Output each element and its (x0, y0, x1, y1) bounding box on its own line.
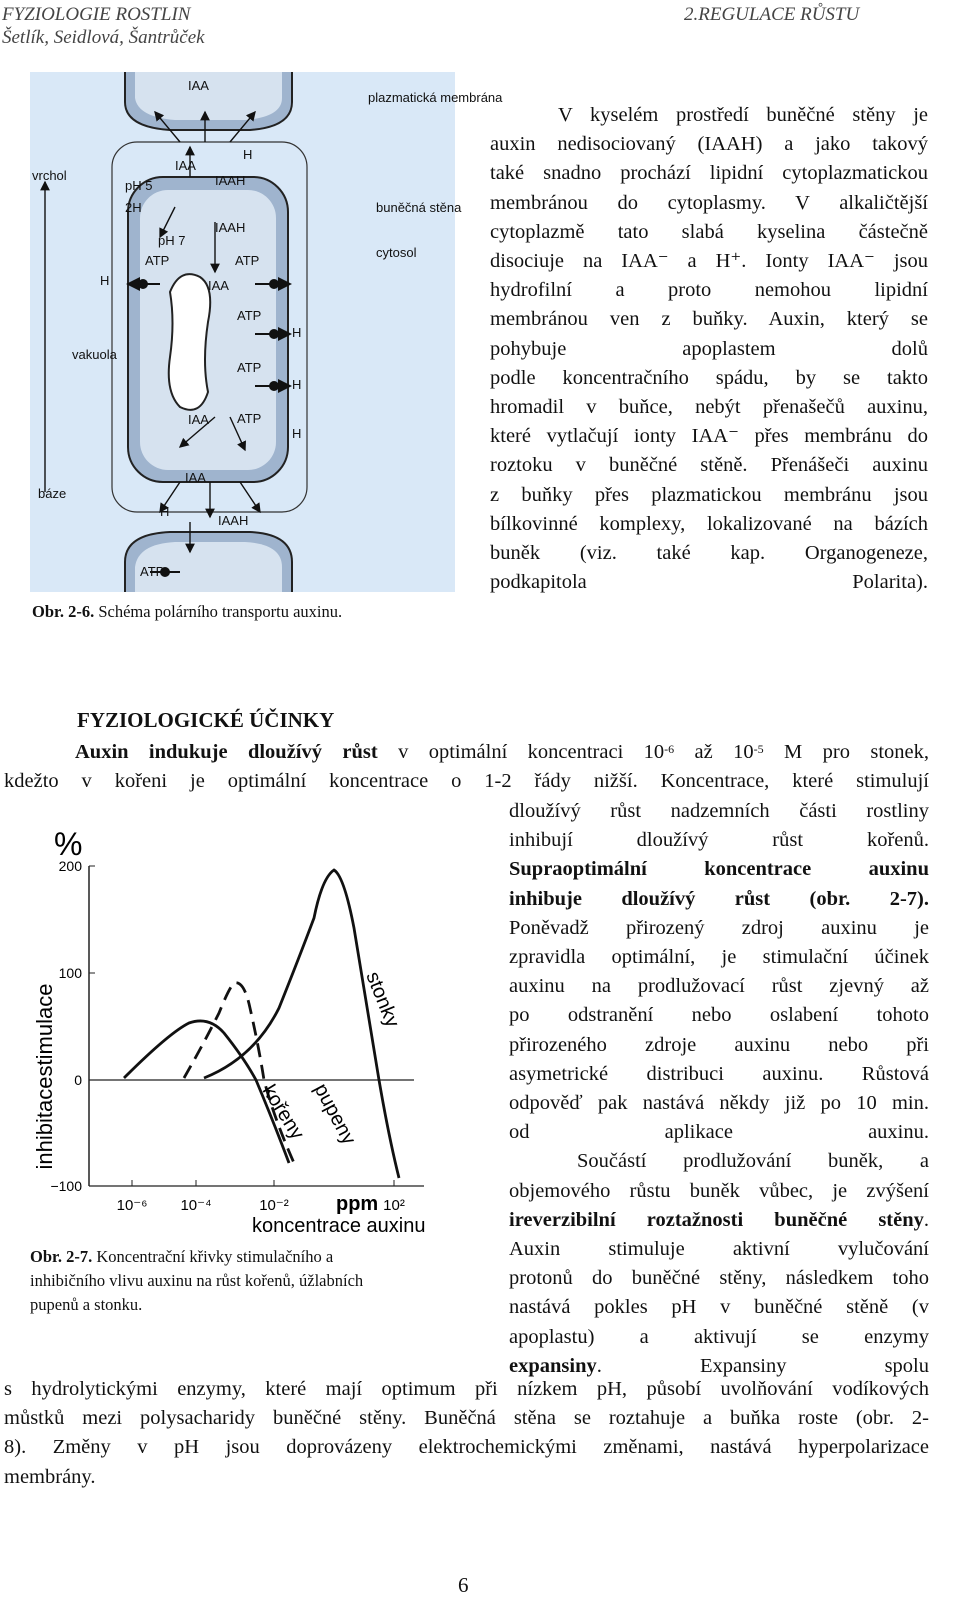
label-ph5: pH 5 (125, 178, 153, 193)
header-left-title: FYZIOLOGIE ROSTLIN (2, 4, 191, 25)
text-line: membrány. (4, 1465, 96, 1488)
y-group-stimulation: stimulace (32, 983, 57, 1077)
svg-text:IAA: IAA (175, 158, 196, 173)
svg-text:ATP: ATP (140, 564, 165, 579)
text-line: zpravidla optimální, je stimulační účinek (509, 946, 929, 969)
text-line: nastává pokles pH v buněčné stěně (v (509, 1296, 929, 1319)
svg-text:ATP: ATP (235, 253, 260, 268)
figure-auxin-curves (24, 818, 444, 1243)
text-line: dloužívý růst nadzemních části rostliny (509, 800, 929, 822)
figure1-caption: Obr. 2-6. Schéma polárního transportu auxinu. (32, 602, 343, 621)
page-number: 6 (458, 1573, 469, 1597)
x-tick-label: 10⁻⁴ (180, 1197, 212, 1214)
x-tick-label: 10² (383, 1197, 405, 1214)
svg-text:H: H (100, 273, 110, 288)
svg-text:IAA: IAA (188, 412, 209, 427)
label-ph7: pH 7 (158, 233, 186, 248)
curve-label-buds: pupeny (309, 1080, 360, 1149)
text-line: od aplikace auxinu. (509, 1121, 929, 1144)
curve-label-roots: kořeny (257, 1080, 309, 1144)
x-unit: ppm (336, 1193, 379, 1215)
x-tick-label: 10⁻² (259, 1197, 289, 1214)
section-title: FYZIOLOGICKÉ ÚČINKY (77, 708, 335, 732)
text-line: bílkovinné komplexy, lokalizované na bázích (490, 512, 928, 535)
svg-text:H: H (243, 147, 253, 162)
text-line: inhibují dloužívý růst kořenů. (509, 829, 929, 852)
text-line: auxinu na prodlužovací růst zjevný až (509, 975, 929, 998)
text-line: apoplastu) a aktivují se enzymy (509, 1325, 929, 1348)
text-line: V kyselém prostředí buněčné stěny je (558, 104, 928, 126)
text-line: hromadil v buňce, nebýt přenašečů auxinu, (490, 396, 928, 419)
x-tick-label: 10⁻⁶ (116, 1197, 148, 1214)
text-line: ireverzibilní roztažnosti buněčné stěny. (509, 1208, 929, 1231)
text-line: protonů do buněčné stěny, následkem toho (509, 1267, 929, 1290)
label-iaa-top: IAA (188, 78, 209, 93)
text-line: které vytlačují ionty IAA⁻ přes membránu do (490, 425, 928, 448)
svg-text:H: H (292, 377, 302, 392)
y-tick-label: 100 (58, 965, 82, 981)
label-vacuole: vakuola (72, 347, 117, 362)
header-right-title: 2.REGULACE RŮSTU (684, 4, 860, 25)
text-line: Supraoptimální koncentrace auxinu (509, 858, 929, 881)
auxin-para-line1: Auxin indukuje dloužívý růst v optimální koncentraci $10^{-6}$ až $10^{-5}$ M pro stonek, (75, 741, 929, 763)
header-authors: Šetlík, Seidlová, Šantrůček (2, 27, 205, 48)
label-2h: 2H (125, 200, 142, 215)
text-line: Auxin stimuluje aktivní vylučování (509, 1238, 929, 1261)
text-line: s hydrolytickými enzymy, které mají optimum při nízkem pH, působí uvolňování vodíkových (4, 1378, 929, 1400)
growth-paragraph (509, 797, 929, 1381)
y-tick-label: 200 (58, 858, 82, 874)
percent-label: % (54, 826, 83, 862)
text-line: Poněvadž přirozený zdroj auxinu je (509, 916, 929, 939)
text-line: membránou do cytoplasmy. V alkaličtější (490, 191, 928, 214)
cytosol-region (140, 190, 276, 470)
text-line: auxin nedisociovaný (IAAH) a jako takový (490, 133, 928, 156)
svg-text:IAAH: IAAH (215, 173, 246, 188)
y-tick-label: −100 (50, 1178, 82, 1194)
text-line: disociuje na IAA⁻ a H⁺. Ionty IAA⁻ jsou (490, 250, 928, 273)
text-line: Součástí prodlužování buněk, a (577, 1150, 929, 1173)
text-line: podkapitola Polarita). (490, 571, 928, 594)
curve-label-stems: stonky (361, 968, 404, 1031)
text-line: 8). Změny v pH jsou doprovázeny elektrochemickými změnami, nastává hyperpolarizace (4, 1436, 929, 1459)
text-line: přirozeného zdroje auxinu nebo při (509, 1033, 929, 1056)
svg-text:ATP: ATP (237, 360, 262, 375)
svg-text:IAA: IAA (208, 278, 229, 293)
svg-text:ATP: ATP (145, 253, 170, 268)
intro-paragraph (490, 101, 928, 597)
figure2-caption: Obr. 2-7. Koncentrační křivky stimulačního a inhibičního vlivu auxinu na růst kořenů, úžlabních pupenů a stonku. (30, 1247, 364, 1314)
svg-text:ATP: ATP (237, 308, 262, 323)
auxin-para-line2: kdežto v kořeni je optimální koncentrace o 1-2 řády nižší. Koncentrace, které stimulují (4, 770, 929, 792)
text-line: podle koncentračního spádu, by se takto (490, 366, 928, 389)
text-line: asymetrické distribuci auxinu. Růstová (509, 1062, 929, 1085)
text-line: cytoplazmě tato slabá kyselina částečně (490, 220, 928, 243)
text-line: objemového růstu buněk vůbec, je zvýšení (509, 1179, 929, 1202)
vacuole (169, 274, 210, 410)
text-line: expansiny. Expansiny spolu (509, 1354, 929, 1377)
text-line: pohybuje apoplastem dolů (490, 337, 928, 360)
svg-text:ATP: ATP (237, 411, 262, 426)
svg-text:H: H (292, 426, 302, 441)
label-cytosol: cytosol (376, 245, 417, 260)
text-line: můstků mezi polysacharidy buněčné stěny. Buněčná stěna se roztahuje a buňka roste (obr. 2- (4, 1407, 929, 1430)
text-line: po odstranění nebo oslabení tohoto (509, 1004, 929, 1027)
x-axis-label: koncentrace auxinu (252, 1215, 426, 1237)
text-line: z buňky přes plazmatickou membránu jsou (490, 483, 928, 506)
figure-auxin-transport (30, 72, 503, 592)
label-base: báze (38, 486, 67, 501)
svg-text:IAAH: IAAH (218, 513, 249, 528)
text-line: také snadno prochází lipidní cytoplazmatickou (490, 162, 928, 185)
y-tick-label: 0 (74, 1072, 82, 1088)
svg-text:IAA: IAA (185, 470, 206, 485)
text-line: odpověď pak nastává někdy již po 10 min. (509, 1092, 929, 1115)
label-cell-wall: buněčná stěna (376, 200, 462, 215)
text-line: inhibuje dloužívý růst (obr. 2-7). (509, 887, 929, 910)
y-group-inhibition: inhibitace (32, 1076, 57, 1170)
label-apex: vrchol (32, 168, 67, 183)
text-line: hydrofilní a proto nemohou lipidní (490, 279, 928, 302)
svg-text:H: H (292, 325, 302, 340)
text-line: roztoku v buněčné stěně. Přenášeči auxinu (490, 454, 928, 477)
svg-text:IAAH: IAAH (215, 220, 246, 235)
bottom-paragraph (4, 1375, 929, 1492)
svg-text:H: H (160, 504, 170, 519)
text-line: buněk (viz. také kap. Organogeneze, (490, 542, 928, 565)
label-membrane: plazmatická membrána (368, 90, 503, 105)
text-line: membránou ven z buňky. Auxin, který se (490, 308, 928, 331)
